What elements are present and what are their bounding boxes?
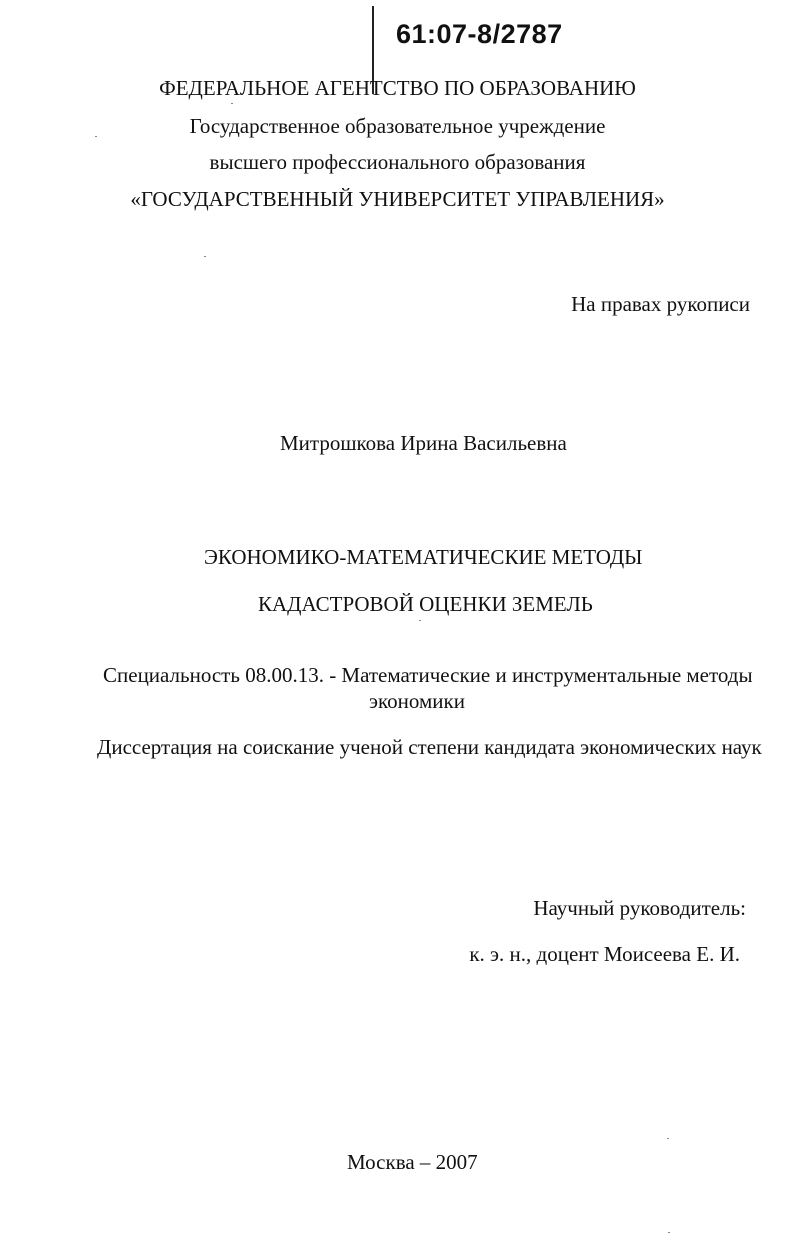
catalog-stamp: 61:07-8/2787 <box>396 19 563 49</box>
thesis-title-line-1: ЭКОНОМИКО-МАТЕМАТИЧЕСКИЕ МЕТОДЫ <box>204 545 643 569</box>
scan-speck <box>667 1138 669 1139</box>
institution-line-1: Государственное образовательное учреждение <box>189 114 606 138</box>
scan-speck <box>419 620 421 621</box>
scan-speck <box>95 136 97 137</box>
supervisor-label: Научный руководитель: <box>533 896 746 920</box>
university-name: «ГОСУДАРСТВЕННЫЙ УНИВЕРСИТЕТ УПРАВЛЕНИЯ» <box>130 187 665 211</box>
rights-note: На правах рукописи <box>571 292 750 316</box>
specialty-line-2: экономики <box>369 689 465 713</box>
scan-speck <box>231 103 233 104</box>
institution-line-2: высшего профессионального образования <box>209 150 586 174</box>
specialty-line-1: Специальность 08.00.13. - Математические и инструментальные методы <box>103 663 753 687</box>
dissertation-statement: Диссертация на соискание ученой степени кандидата экономических наук <box>97 735 762 759</box>
thesis-title-line-2: КАДАСТРОВОЙ ОЦЕНКИ ЗЕМЕЛЬ <box>258 592 593 616</box>
supervisor-name: к. э. н., доцент Моисеева Е. И. <box>469 942 740 966</box>
scan-speck <box>668 1232 670 1233</box>
agency-heading: ФЕДЕРАЛЬНОЕ АГЕНТСТВО ПО ОБРАЗОВАНИЮ <box>159 76 636 100</box>
author-name: Митрошкова Ирина Васильевна <box>280 431 567 455</box>
scan-speck <box>204 256 206 257</box>
city-year: Москва – 2007 <box>347 1150 478 1174</box>
